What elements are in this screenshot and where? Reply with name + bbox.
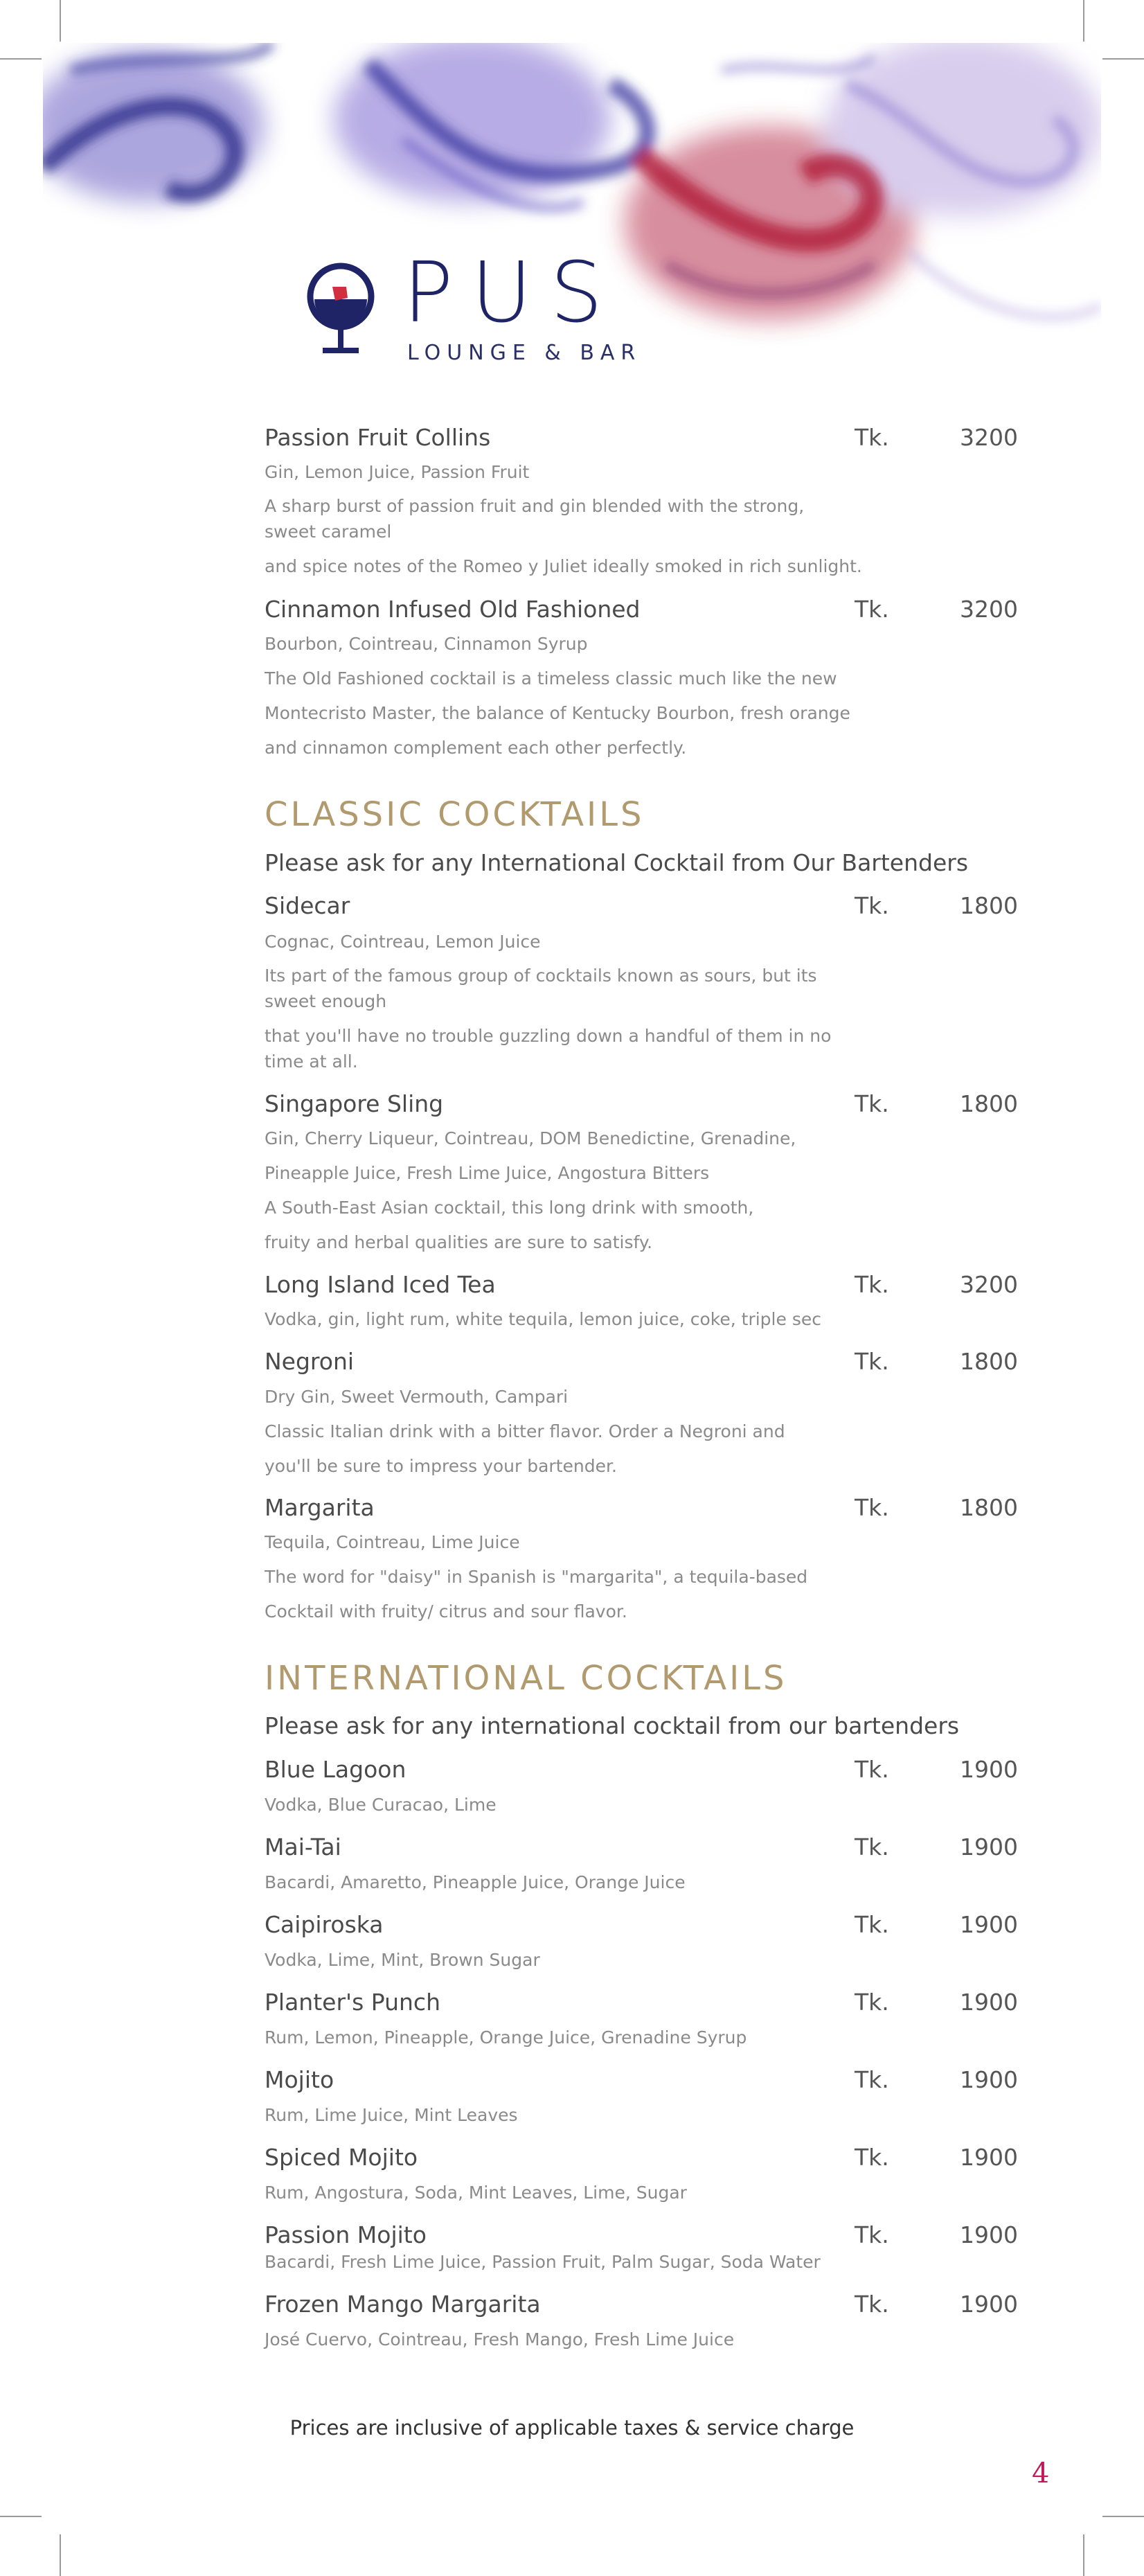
item-description: that you'll have no trouble guzzling down a handful of them in no xyxy=(265,1026,832,1046)
item-price: 1900 xyxy=(960,1833,1018,1860)
crop-mark xyxy=(60,0,61,42)
item-price: 1900 xyxy=(960,2221,1018,2248)
item-ingredients: Gin, Cherry Liqueur, Cointreau, DOM Benedictine, Grenadine, xyxy=(265,1128,796,1148)
item-price: 1900 xyxy=(960,2066,1018,2093)
item-name: Margarita xyxy=(265,1494,375,1521)
item-ingredients: Tequila, Cointreau, Lime Juice xyxy=(265,1532,520,1552)
item-name: Cinnamon Infused Old Fashioned xyxy=(265,596,641,623)
item-name: Negroni xyxy=(265,1348,355,1375)
item-description: fruity and herbal qualities are sure to satisfy. xyxy=(265,1232,653,1252)
item-ingredients: Gin, Lemon Juice, Passion Fruit xyxy=(265,462,530,482)
item-description: you'll be sure to impress your bartender. xyxy=(265,1456,617,1476)
item-name: Singapore Sling xyxy=(265,1090,444,1117)
item-ingredients: Vodka, Blue Curacao, Lime xyxy=(265,1795,497,1815)
item-currency: Tk. xyxy=(855,1833,889,1860)
item-description: sweet caramel xyxy=(265,522,392,542)
item-description: Cocktail with fruity/ citrus and sour flavor. xyxy=(265,1601,627,1622)
item-description: and cinnamon complement each other perfectly. xyxy=(265,738,687,758)
item-price: 1800 xyxy=(960,892,1018,919)
item-currency: Tk. xyxy=(855,1756,889,1783)
item-price: 1900 xyxy=(960,2144,1018,2171)
logo-subtitle: LOUNGE & BAR xyxy=(407,341,642,365)
item-price: 3200 xyxy=(960,1271,1018,1298)
item-price: 1900 xyxy=(960,1756,1018,1783)
section-title-classic: CLASSIC COCKTAILS xyxy=(265,795,645,834)
item-currency: Tk. xyxy=(855,424,889,451)
item-name: Mai-Tai xyxy=(265,1833,341,1860)
item-name: Frozen Mango Margarita xyxy=(265,2291,541,2318)
item-description: sweet enough xyxy=(265,991,387,1011)
item-description: time at all. xyxy=(265,1051,358,1072)
item-description: and spice notes of the Romeo y Juliet ideally smoked in rich sunlight. xyxy=(265,556,862,576)
item-currency: Tk. xyxy=(855,1090,889,1117)
item-ingredients: Bourbon, Cointreau, Cinnamon Syrup xyxy=(265,634,588,654)
item-currency: Tk. xyxy=(855,1989,889,2016)
item-name: Caipiroska xyxy=(265,1911,384,1938)
item-name: Passion Fruit Collins xyxy=(265,424,491,451)
section-subtitle-international: Please ask for any international cocktail from our bartenders xyxy=(265,1712,960,1739)
item-currency: Tk. xyxy=(855,1911,889,1938)
item-description: Classic Italian drink with a bitter flavor. Order a Negroni and xyxy=(265,1421,785,1441)
item-currency: Tk. xyxy=(855,596,889,623)
crop-mark xyxy=(1083,2534,1084,2576)
item-name: Sidecar xyxy=(265,892,350,919)
item-ingredients: Vodka, gin, light rum, white tequila, lemon juice, coke, triple sec xyxy=(265,1309,821,1329)
item-ingredients: Dry Gin, Sweet Vermouth, Campari xyxy=(265,1387,569,1407)
page-number: 4 xyxy=(1032,2458,1050,2489)
item-currency: Tk. xyxy=(855,2144,889,2171)
item-description: A sharp burst of passion fruit and gin blended with the strong, xyxy=(265,496,805,516)
item-currency: Tk. xyxy=(855,2066,889,2093)
item-ingredients: Rum, Lemon, Pineapple, Orange Juice, Grenadine Syrup xyxy=(265,2027,747,2048)
item-ingredients: Rum, Angostura, Soda, Mint Leaves, Lime, Sugar xyxy=(265,2183,687,2203)
crop-mark xyxy=(0,2516,42,2517)
item-price: 3200 xyxy=(960,424,1018,451)
item-description: The Old Fashioned cocktail is a timeless classic much like the new xyxy=(265,668,837,689)
item-ingredients: Cognac, Cointreau, Lemon Juice xyxy=(265,932,541,952)
item-ingredients: José Cuervo, Cointreau, Fresh Mango, Fresh Lime Juice xyxy=(265,2329,735,2350)
item-price: 3200 xyxy=(960,596,1018,623)
item-name: Spiced Mojito xyxy=(265,2144,418,2171)
item-currency: Tk. xyxy=(855,2221,889,2248)
item-name: Planter's Punch xyxy=(265,1989,440,2016)
item-currency: Tk. xyxy=(855,1494,889,1521)
item-ingredients: Vodka, Lime, Mint, Brown Sugar xyxy=(265,1950,540,1970)
item-ingredients: Bacardi, Amaretto, Pineapple Juice, Orange Juice xyxy=(265,1872,686,1892)
logo-wordmark: PUS xyxy=(403,245,621,341)
item-name: Blue Lagoon xyxy=(265,1756,406,1783)
crop-mark xyxy=(1102,2516,1144,2517)
section-subtitle-classic: Please ask for any International Cocktail from Our Bartenders xyxy=(265,849,969,876)
wine-glass-icon xyxy=(305,262,381,366)
item-name: Mojito xyxy=(265,2066,334,2093)
item-price: 1800 xyxy=(960,1090,1018,1117)
item-ingredients: Pineapple Juice, Fresh Lime Juice, Angostura Bitters xyxy=(265,1163,710,1183)
crop-mark xyxy=(1083,0,1084,42)
item-description: Its part of the famous group of cocktails known as sours, but its xyxy=(265,966,817,986)
item-currency: Tk. xyxy=(855,1348,889,1375)
section-title-international: INTERNATIONAL COCKTAILS xyxy=(265,1659,787,1698)
item-description: Montecristo Master, the balance of Kentucky Bourbon, fresh orange xyxy=(265,703,850,723)
item-price: 1900 xyxy=(960,1989,1018,2016)
item-currency: Tk. xyxy=(855,892,889,919)
item-ingredients: Rum, Lime Juice, Mint Leaves xyxy=(265,2105,518,2125)
item-price: 1900 xyxy=(960,1911,1018,1938)
crop-mark xyxy=(1102,58,1144,60)
item-currency: Tk. xyxy=(855,2291,889,2318)
item-currency: Tk. xyxy=(855,1271,889,1298)
item-ingredients: Bacardi, Fresh Lime Juice, Passion Fruit, Palm Sugar, Soda Water xyxy=(265,2252,821,2272)
item-price: 1800 xyxy=(960,1494,1018,1521)
item-name: Passion Mojito xyxy=(265,2221,427,2248)
crop-mark xyxy=(0,58,42,60)
item-description: The word for "daisy" in Spanish is "margarita", a tequila-based xyxy=(265,1567,808,1587)
item-price: 1800 xyxy=(960,1348,1018,1375)
item-description: A South-East Asian cocktail, this long drink with smooth, xyxy=(265,1198,754,1218)
item-name: Long Island Iced Tea xyxy=(265,1271,496,1298)
item-price: 1900 xyxy=(960,2291,1018,2318)
crop-mark xyxy=(60,2534,61,2576)
price-disclaimer: Prices are inclusive of applicable taxes & service charge xyxy=(289,2416,855,2440)
